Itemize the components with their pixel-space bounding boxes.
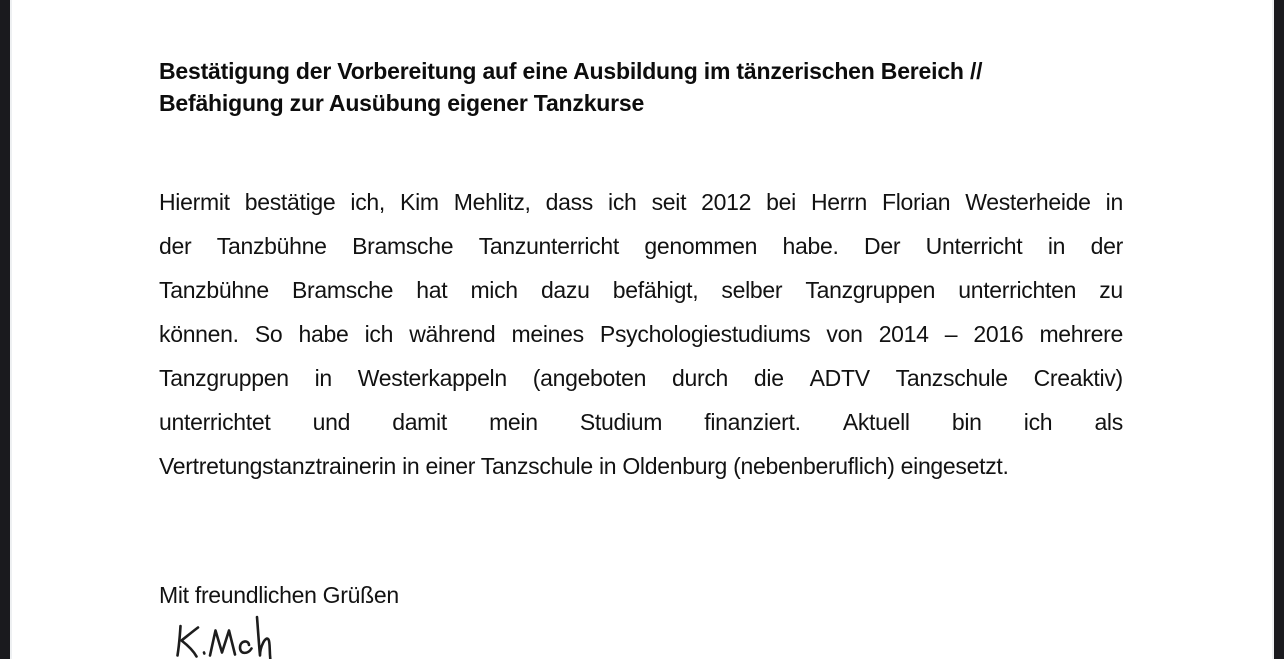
- right-screen-bar: [1274, 0, 1284, 659]
- handwritten-signature-k-meh: [152, 612, 282, 659]
- body-line: der Tanzbühne Bramsche Tanzunterricht genommen habe. Der Unterricht in der: [159, 233, 1123, 259]
- body-line: Tanzbühne Bramsche hat mich dazu befähigt, selber Tanzgruppen unterrichten zu: [159, 277, 1123, 303]
- body-line: können. So habe ich während meines Psychologiestudiums von 2014 – 2016 mehrere: [159, 321, 1123, 347]
- body-line: Hiermit bestätige ich, Kim Mehlitz, dass ich seit 2012 bei Herrn Florian Westerheide in: [159, 189, 1123, 215]
- letter-page: [10, 0, 1274, 659]
- left-screen-bar: [0, 0, 10, 659]
- letter-title: [159, 55, 1139, 119]
- signature-ink-strokes: [152, 612, 282, 659]
- letter-closing: Mit freundlichen Grüßen: [159, 582, 399, 608]
- letter-body-paragraph: [159, 180, 1123, 488]
- letter-title-line-2: Befähigung zur Ausübung eigener Tanzkurse: [159, 90, 645, 116]
- body-line: Tanzgruppen in Westerkappeln (angeboten durch die ADTV Tanzschule Creaktiv): [159, 365, 1123, 391]
- body-line: unterrichtet und damit mein Studium finanziert. Aktuell bin ich als: [159, 409, 1123, 435]
- letter-title-line-1: Bestätigung der Vorbereitung auf eine Ausbildung im tänzerischen Bereich //: [159, 58, 983, 84]
- body-line: Vertretungstanztrainerin in einer Tanzschule in Oldenburg (nebenberuflich) eingesetzt.: [159, 453, 1009, 479]
